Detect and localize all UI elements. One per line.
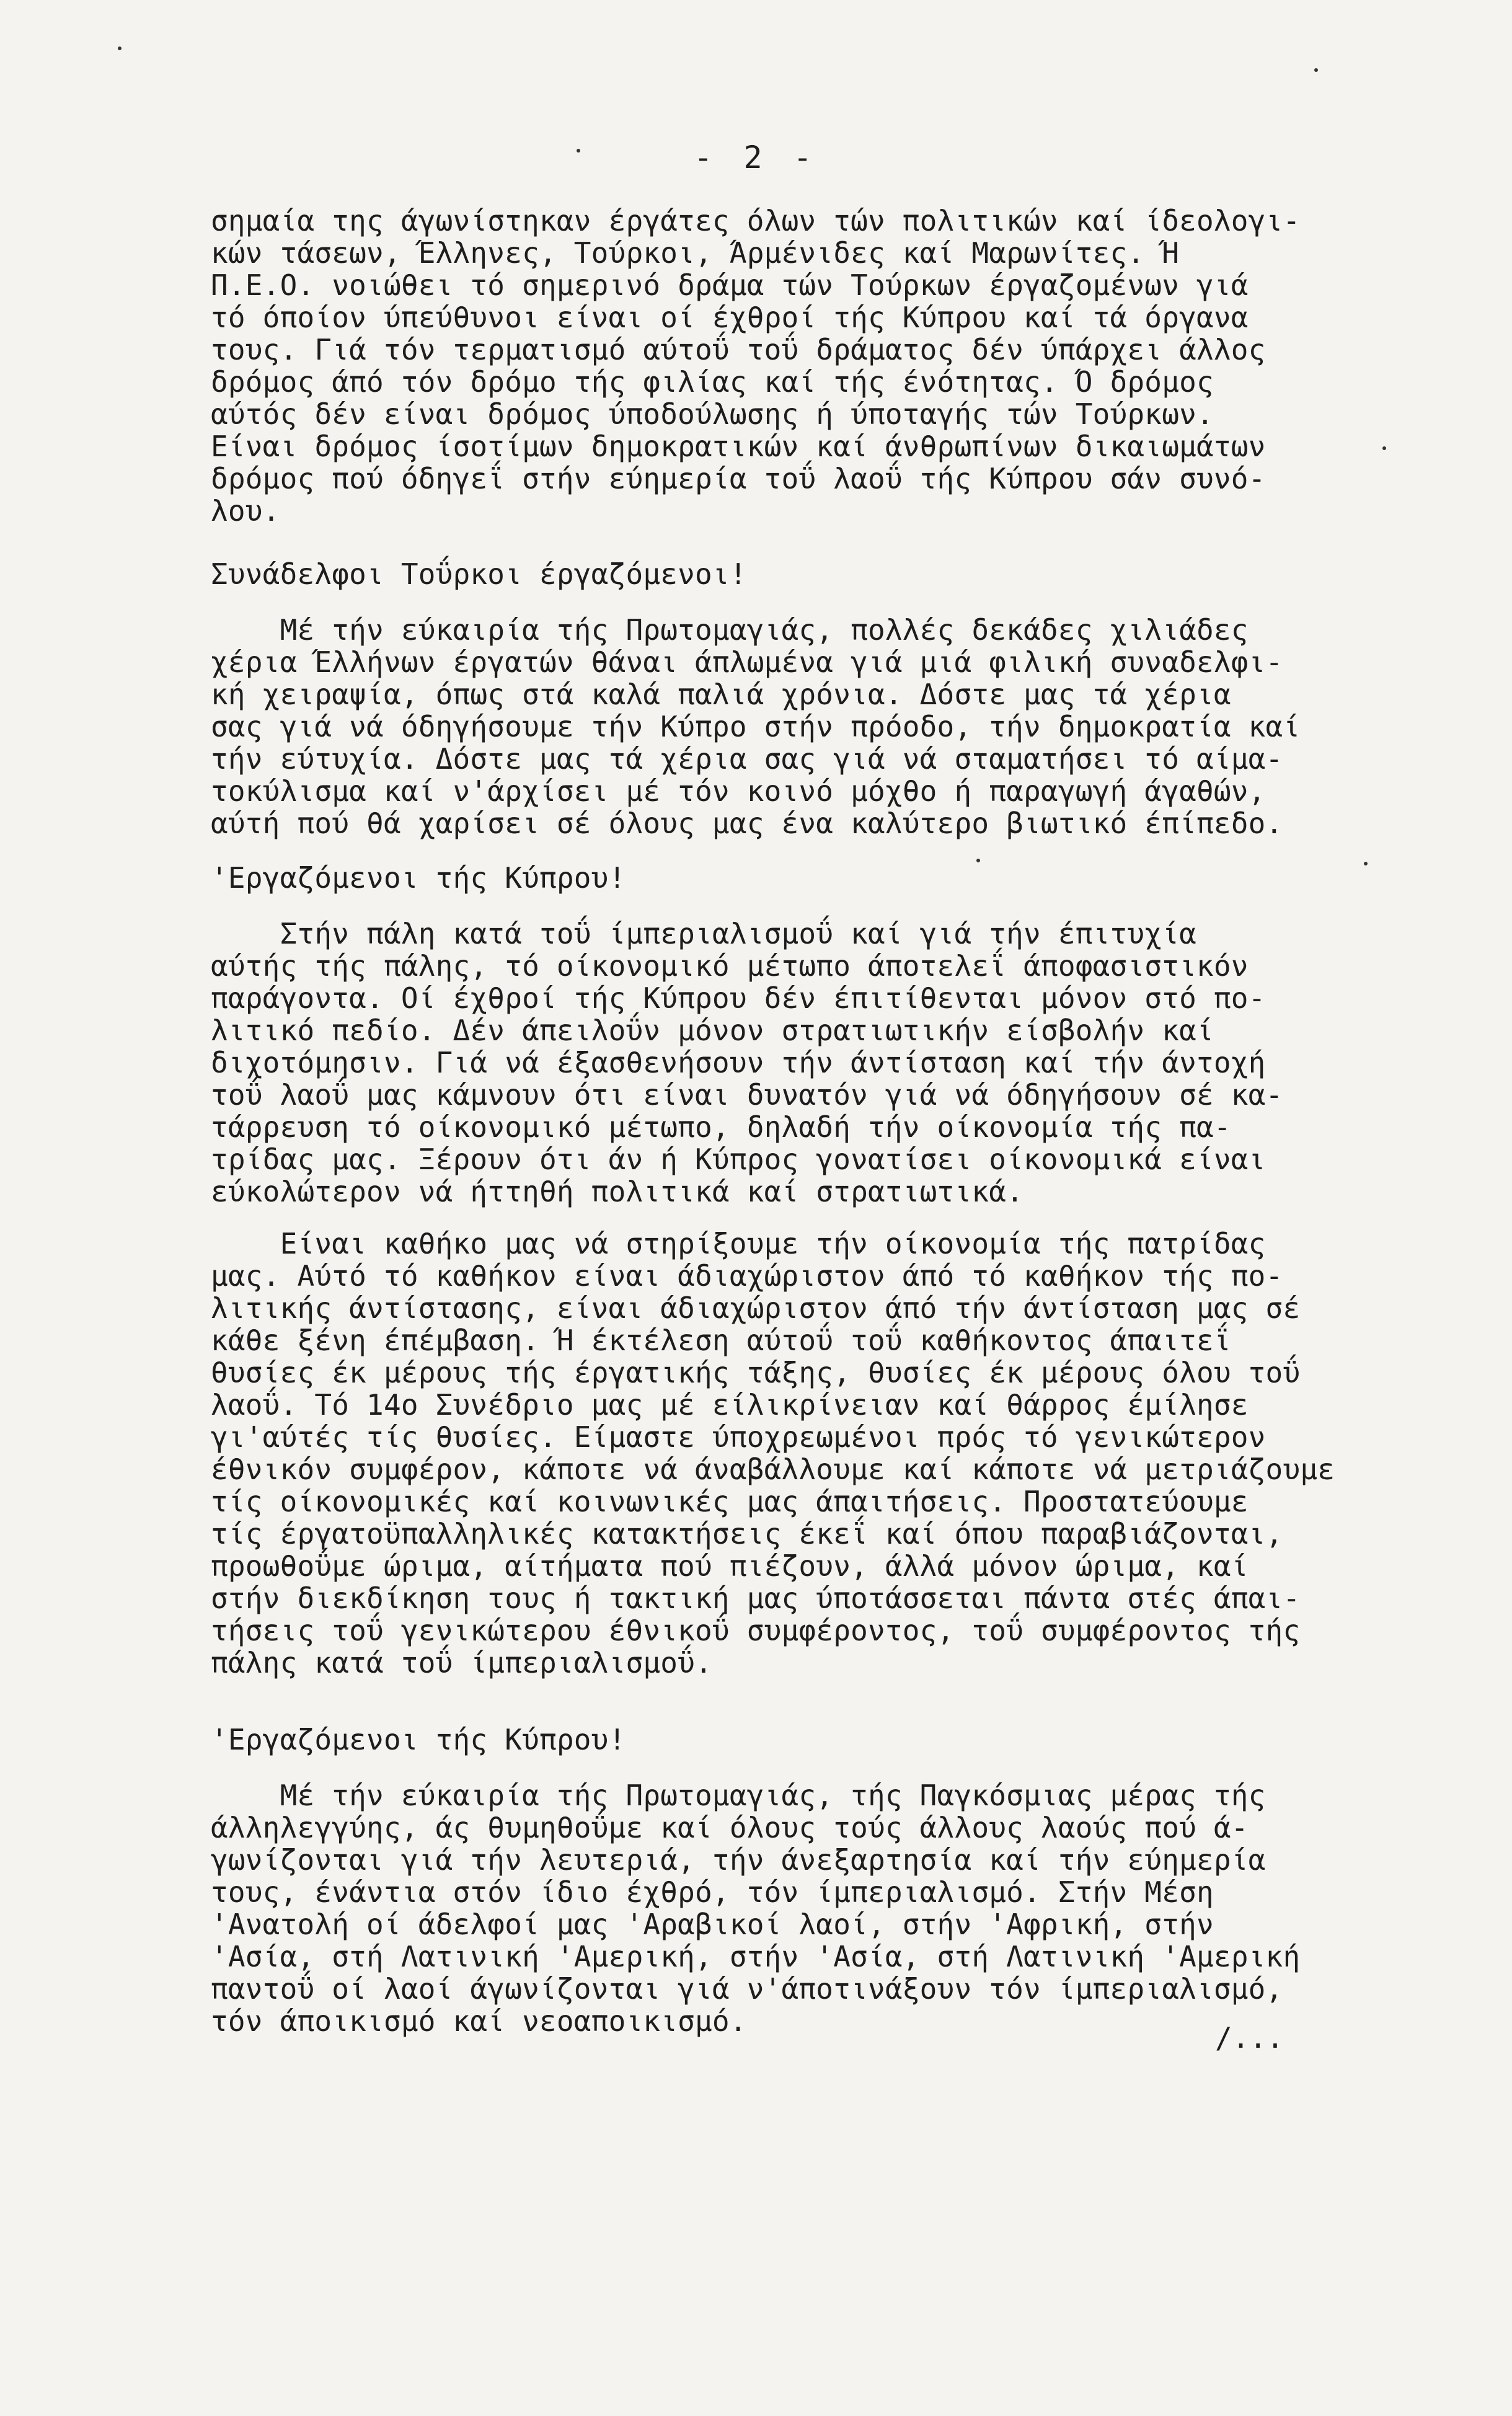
text-line: σας γιά νά όδηγήσουμε τήν Κύπρο στήν πρόοδο, τήν δημοκρατία καί: [211, 710, 1301, 743]
text-line: λιτικό πεδίο. Δέν άπειλοΰν μόνον στρατιωτικήν είσβολήν καί: [211, 1014, 1214, 1047]
salutation-heading: [211, 862, 626, 894]
text-line: δρόμος άπό τόν δρόμο τής φιλίας καί τής ένότητας. Ό δρόμος: [211, 365, 1214, 399]
text-line: παράγοντα. Οί έχθροί τής Κύπρου δέν έπιτίθενται μόνον στό πο-: [211, 981, 1266, 1015]
paragraph: [211, 1779, 1300, 2037]
text-line: παντοΰ οί λαοί άγωνίζονται γιά ν'άποτινάξουν τόν ίμπεριαλισμό,: [211, 1972, 1283, 2006]
scan-speck: [1314, 68, 1318, 72]
text-line: γι'αύτές τίς θυσίες. Είμαστε ύποχρεωμένοι πρός τό γενικώτερον: [211, 1420, 1266, 1454]
paragraph: [211, 205, 1300, 527]
text-line: αύτής τής πάλης, τό οίκονομικό μέτωπο άποτελεΐ άποφασιστικόν: [211, 949, 1249, 983]
text-line: άλληλεγγύης, άς θυμηθοΰμε καί όλους τούς άλλους λαούς πού ά-: [211, 1811, 1249, 1844]
page-number: - 2 -: [694, 139, 818, 175]
text-line: τους, ένάντια στόν ίδιο έχθρό, τόν ίμπεριαλισμό. Στήν Μέση: [211, 1875, 1214, 1909]
text-line: κών τάσεων, Έλληνες, Τούρκοι, Άρμένιδες καί Μαρωνίτες. Ή: [211, 236, 1180, 270]
scan-speck: [118, 46, 122, 50]
text-line: τίς έργατοϋπαλληλικές κατακτήσεις έκεΐ καί όπου παραβιάζονται,: [211, 1517, 1283, 1551]
text-line: προωθοΰμε ώριμα, αίτήματα πού πιέζουν, άλλά μόνον ώριμα, καί: [211, 1549, 1249, 1583]
continuation-mark: /...: [1215, 2021, 1284, 2055]
text-line: 'Εργαζόμενοι τής Κύπρου!: [211, 1723, 626, 1756]
text-line: 'Ανατολή οί άδελφοί μας 'Αραβικοί λαοί, στήν 'Αφρική, στήν: [211, 1908, 1214, 1941]
text-line: τοΰ λαοΰ μας κάμνουν ότι είναι δυνατόν γιά νά όδηγήσουν σέ κα-: [211, 1078, 1283, 1112]
text-line: Είναι καθήκο μας νά στηρίξουμε τήν οίκονομία τής πατρίδας: [211, 1227, 1266, 1260]
text-line: Μέ τήν εύκαιρία τής Πρωτομαγιάς, πολλές δεκάδες χιλιάδες: [211, 613, 1249, 647]
text-line: τήν εύτυχία. Δόστε μας τά χέρια σας γιά νά σταματήσει τό αίμα-: [211, 742, 1283, 776]
text-line: τρίδας μας. Ξέρουν ότι άν ή Κύπρος γονατίσει οίκονομικά είναι: [211, 1143, 1266, 1176]
text-line: γωνίζονται γιά τήν λευτεριά, τήν άνεξαρτησία καί τήν εύημερία: [211, 1843, 1266, 1877]
text-line: σημαία της άγωνίστηκαν έργάτες όλων τών πολιτικών καί ίδεολογι-: [211, 204, 1301, 237]
paragraph: [211, 614, 1300, 839]
text-line: χέρια Έλλήνων έργατών θάναι άπλωμένα γιά μιά φιλική συναδελφι-: [211, 645, 1283, 679]
scan-speck: [976, 859, 980, 862]
text-line: έθνικόν συμφέρον, κάποτε νά άναβάλλουμε καί κάποτε νά μετριάζουμε: [211, 1453, 1335, 1486]
text-line: κάθε ξένη έπέμβαση. Ή έκτέλεση αύτοΰ τοΰ καθήκοντος άπαιτεΐ: [211, 1324, 1231, 1357]
scan-speck: [1382, 446, 1386, 450]
text-line: 'Εργαζόμενοι τής Κύπρου!: [211, 861, 626, 895]
text-line: 'Ασία, στή Λατινική 'Αμερική, στήν 'Ασία, στή Λατινική 'Αμερική: [211, 1940, 1301, 1973]
text-line: λου.: [211, 494, 280, 528]
text-line: τήσεις τοΰ γενικώτερου έθνικοΰ συμφέροντος, τοΰ συμφέροντος τής: [211, 1614, 1301, 1647]
text-line: Π.Ε.Ο. νοιώθει τό σημερινό δράμα τών Τούρκων έργαζομένων γιά: [211, 268, 1249, 302]
text-line: εύκολώτερον νά ήττηθή πολιτικά καί στρατιωτικά.: [211, 1175, 1024, 1208]
text-line: αύτή πού θά χαρίσει σέ όλους μας ένα καλύτερο βιωτικό έπίπεδο.: [211, 807, 1283, 840]
salutation-heading: [211, 558, 747, 590]
text-line: τάρρευση τό οίκονομικό μέτωπο, δηλαδή τήν οίκονομία τής πα-: [211, 1110, 1231, 1144]
text-line: λιτικής άντίστασης, είναι άδιαχώριστον άπό τήν άντίσταση μας σέ: [211, 1291, 1301, 1325]
paragraph: [211, 1228, 1335, 1679]
text-line: λαοΰ. Τό 14ο Συνέδριο μας μέ είλικρίνειαν καί θάρρος έμίλησε: [211, 1388, 1249, 1422]
text-line: τό όποίον ύπεύθυνοι είναι οί έχθροί τής Κύπρου καί τά όργανα: [211, 301, 1249, 334]
text-line: μας. Αύτό τό καθήκον είναι άδιαχώριστον άπό τό καθήκον τής πο-: [211, 1259, 1283, 1293]
text-line: Μέ τήν εύκαιρία τής Πρωτομαγιάς, τής Παγκόσμιας μέρας τής: [211, 1779, 1266, 1812]
text-line: αύτός δέν είναι δρόμος ύποδούλωσης ή ύποταγής τών Τούρκων.: [211, 397, 1214, 431]
text-line: Στήν πάλη κατά τοΰ ίμπεριαλισμοΰ καί γιά τήν έπιτυχία: [211, 917, 1196, 950]
text-line: τους. Γιά τόν τερματισμό αύτοΰ τοΰ δράματος δέν ύπάρχει άλλος: [211, 333, 1266, 366]
text-line: Συνάδελφοι Τοΰρκοι έργαζόμενοι!: [211, 557, 747, 591]
text-line: πάλης κατά τοΰ ίμπεριαλισμοΰ.: [211, 1646, 712, 1679]
paragraph: [211, 918, 1283, 1208]
salutation-heading: [211, 1724, 626, 1756]
text-line: δρόμος πού όδηγεΐ στήν εύημερία τοΰ λαοΰ τής Κύπρου σάν συνό-: [211, 462, 1266, 495]
text-line: θυσίες έκ μέρους τής έργατικής τάξης, θυσίες έκ μέρους όλου τοΰ: [211, 1356, 1301, 1389]
text-line: τίς οίκονομικές καί κοινωνικές μας άπαιτήσεις. Προστατεύουμε: [211, 1485, 1249, 1518]
text-line: τόν άποικισμό καί νεοαποικισμό.: [211, 2004, 747, 2038]
text-line: διχοτόμησιν. Γιά νά έξασθενήσουν τήν άντίσταση καί τήν άντοχή: [211, 1046, 1266, 1079]
text-line: κή χειραψία, όπως στά καλά παλιά χρόνια. Δόστε μας τά χέρια: [211, 678, 1231, 711]
text-line: τοκύλισμα καί ν'άρχίσει μέ τόν κοινό μόχθο ή παραγωγή άγαθών,: [211, 774, 1266, 808]
scan-speck: [1364, 862, 1368, 865]
text-line: Είναι δρόμος ίσοτίμων δημοκρατικών καί άνθρωπίνων δικαιωμάτων: [211, 430, 1266, 463]
scan-speck: [577, 149, 580, 153]
text-line: στήν διεκδίκηση τους ή τακτική μας ύποτάσσεται πάντα στές άπαι-: [211, 1582, 1301, 1615]
